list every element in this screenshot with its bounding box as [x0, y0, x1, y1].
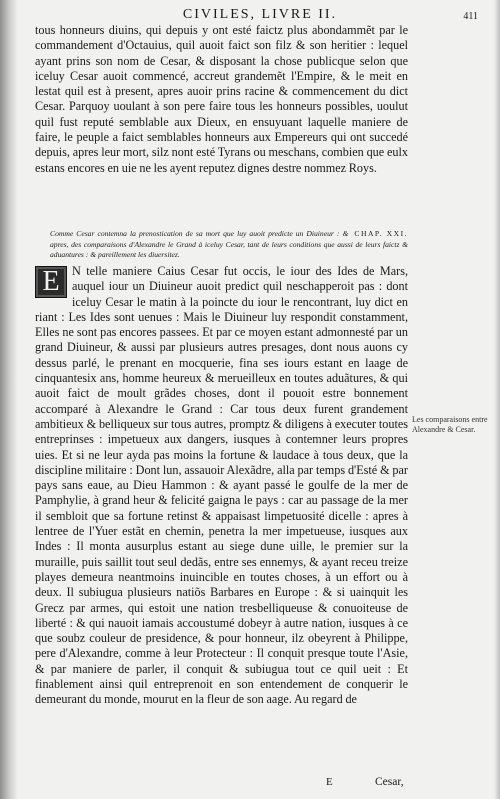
chapter-summary	[50, 229, 408, 261]
page-gutter-shadow	[0, 0, 18, 799]
running-title: CIVILES, LIVRE II.	[182, 7, 338, 22]
paragraph-continued: tous honneurs diuins, qui depuis y ont esté faictz plus abondammẽt par le commandement d'Octauius, quil auoit faict son filz & son heritier : lequel ayant prins son nom de Cesar, & disposant la chose publicque selon que iceluy Cesar auoit commencé, accreut grandemẽt l'Empire, & le meit en lestat quil est à present, apres auoir prins racine & commencement du dict Cesar. Parquoy uoulant à son pere faire tous les honneurs possibles, uoulut quil fust reputé semblable aux Dieux, en ensuyuant laquelle maniere de faire, le peuple a faict semblables honneurs aux Empereurs qui ont succedé depuis, apres leur mort, silz nont esté Tyrans ou meschans, combien que eulx estans encores en uie ne les ayent reputez dignes destre nommez Roys.	[35, 23, 408, 175]
page-edge-shadow	[494, 0, 500, 799]
page-number: 411	[463, 11, 478, 22]
signature-mark: E	[326, 776, 333, 788]
chapter-label: CHAP. XXI.	[354, 229, 408, 238]
chapter-summary-text: Comme Cesar contemna la prenostication de sa mort que luy auoit predicte un Diuineur : & apres, des comparaisons d'Alexandre le Grand à iceluy Cesar, tant de leurs conditions que aussi de leurs faictz & aduantures : & pareillement les diuersitez.	[50, 229, 408, 260]
marginal-note: Les comparaisons entre Alexandre & Cesar.	[412, 415, 488, 434]
chapter-paragraph	[35, 264, 408, 708]
drop-cap-initial: E	[35, 266, 67, 298]
catchword: Cesar,	[375, 776, 404, 788]
chapter-paragraph-text: N telle maniere Caius Cesar fut occis, le iour des Ides de Mars, auquel iour un Diuineur auoit predict quil neschapperoit pas : dont iceluy Cesar le matin à la poincte du iour le rencontrant, luy dict en riant : Les Ides sont uenues : Mais le Diuineur luy respondit constamment, Elles ne sont pas encores passees. Et par ce moyen estant admonnesté par un grand Diuineur, & aussi par plusieurs autres presages, dont nous auons cy dessus parlé, le prenant en mocquerie, fina ses iours estant en laage de cinquantesix ans, homme heureux & merueilleux en toutes aduãtures, & qui auoit faict de moult grãdes choses, dont il pouoit estre bonnement accomparé à Alexandre le Grand : Car tous deux furent grandement ambitieux & belliqueux sur tous autres, promptz & diligens à executer toutes entreprinses : impetueux aux dangers, iusques à contemner leurs propres uies. Et si ne leur ayda pas moins la fortune & laudace à tous deux, que la discipline militaire : Dont lun, assauoir Alexãdre, alla par temps d'Esté & par pays sans eaue, au Dieu Hammon : & ayant passé le goulfe de la mer de Pamphylie, à grand heur & felicité gaigna le pays : car au passage de la mer il sembloit que sa fortune retinst & appaisast limpetuosité dicelle : apres à lentree de l'Yuer estãt en chemin, penetra la mer impetueuse, iusques aux Indes : Il monta ausurplus estant au siege dune uille, le premier sur la muraille, puis saillit tout seul dedãs, entre ses ennemys, & ayant receu treize playes demeura neantmoins inuincible en toutes choses, à un effort ou à deux. Il subiugua plusieurs natiõs Barbares en Europe : & si uainquit les Grecz par armes, qui estoit une nation tresbelliqueuse & conuoiteuse de liberté : & qui nauoit iamais accoustumé dobeyr à autre nation, iusques à ce que soubz couleur de presidence, & pour honneur, ilz obeyrent à Philippe, pere d'Alexandre, comme à leur Protecteur : Il conquit presque toute l'Asie, & par maniere de parler, il conquit & subiugua tout ce quil ueit : Et finablement ainsi quil entreprenoit en son entendement de conquerir le demeurant du monde, mourut en la fleur de son aage. Au regard de	[35, 264, 408, 707]
